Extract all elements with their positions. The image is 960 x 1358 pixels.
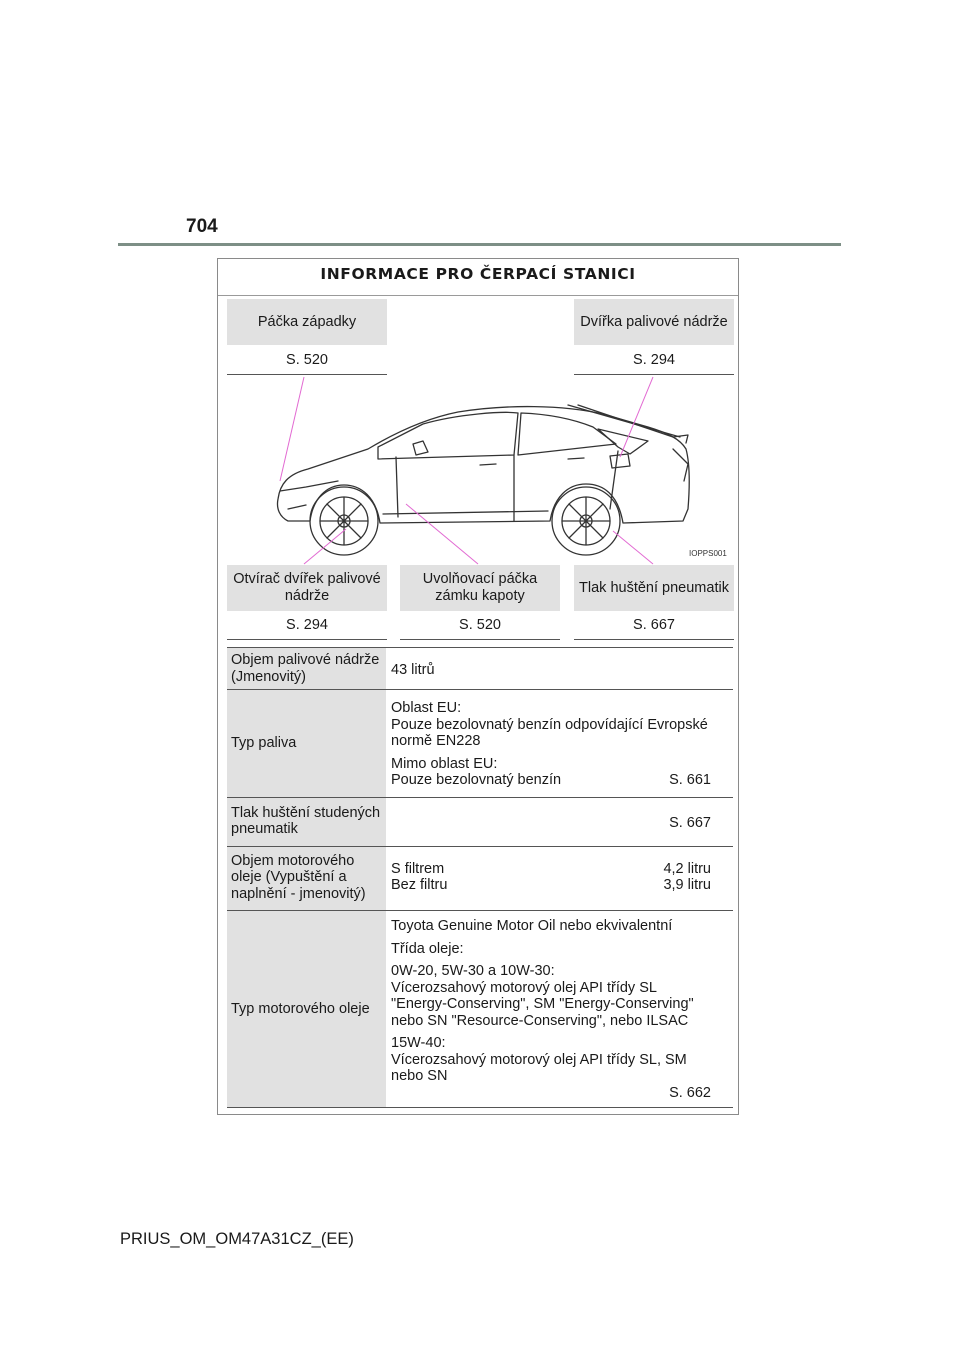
fuel-type-non-eu-line: [391, 772, 711, 789]
fuel-type-non-eu-heading: Mimo oblast EU:: [391, 755, 498, 772]
fuel-info-panel: [217, 258, 739, 1115]
footer-code: PRIUS_OM_OM47A31CZ_(EE): [120, 1230, 354, 1248]
fuel-type-eu-text: Pouze bezolovnatý benzín odpovídající Evropské normě EN228: [391, 716, 708, 749]
callout-fuel-door-opener-label: Otvírač dvířek palivové nádrže: [233, 571, 381, 604]
spec-value: S. 667: [669, 814, 711, 831]
callout-hood-release: [400, 565, 560, 611]
spec-label: Tlak huštění studených pneumatik: [227, 798, 386, 846]
oil-without-filter: [391, 877, 711, 894]
spec-label: Objem motorového oleje (Vypuštění a naplnění - jmenovitý): [227, 847, 386, 911]
spec-label: Objem palivové nádrže (Jmenovitý): [227, 648, 386, 689]
spec-label-text: Typ paliva: [231, 735, 297, 751]
callout-tire-pressure: [574, 565, 734, 611]
fuel-type-eu: [391, 700, 711, 750]
oil-type-page-ref: S. 662: [669, 1084, 711, 1101]
callout-tire-pressure-label: Tlak huštění pneumatik: [579, 579, 729, 596]
spec-row-oil-type: [227, 911, 733, 1108]
spec-row-tire-pressure: [227, 798, 733, 847]
spec-value: 43 litrů: [391, 662, 435, 678]
callout-hood-release-label: Uvolňovací páčka zámku kapoty: [422, 571, 538, 604]
callout-hood-latch-page: S. 520: [227, 352, 387, 375]
callout-tire-pressure-page: S. 667: [574, 617, 734, 640]
oil-type-p4-heading: 15W-40:: [391, 1035, 446, 1051]
fuel-type-page-ref: S. 661: [669, 772, 711, 788]
spec-row-fuel-type: [227, 690, 733, 798]
spec-value: [386, 847, 733, 911]
oil-type-p1: Toyota Genuine Motor Oil nebo ekvivalentní: [391, 918, 673, 934]
callout-fuel-door-opener: [227, 565, 387, 611]
spec-value: [386, 911, 733, 1107]
fuel-type-eu-heading: Oblast EU:: [391, 700, 462, 716]
spec-label-text: Typ motorového oleje: [231, 1000, 370, 1017]
oil-without-filter-label: Bez filtru: [391, 877, 448, 893]
oil-without-filter-value: 3,9 litru: [663, 877, 711, 893]
spec-label: [227, 911, 386, 1107]
oil-type-p3-text: Vícerozsahový motorový olej API třídy SL "Energy-Conserving", SM "Energy-Conserving" nebo SN "Resource-Conserving", nebo ILSAC: [391, 979, 694, 1029]
oil-type-p3: [391, 963, 711, 1029]
spec-label: [227, 690, 386, 797]
callout-hood-release-page: S. 520: [400, 617, 560, 640]
spec-row-oil-capacity: [227, 847, 733, 912]
callout-fuel-door-page: S. 294: [574, 352, 734, 375]
figure-code: IOPPS001: [689, 549, 727, 558]
oil-type-p4-text: Vícerozsahový motorový olej API třídy SL, SM nebo SN: [391, 1051, 687, 1084]
page-number: 704: [186, 216, 218, 237]
fuel-type-non-eu: [391, 756, 711, 789]
oil-type-p4: [391, 1035, 711, 1101]
callout-hood-latch-label: Páčka západky: [257, 313, 357, 330]
oil-type-p3-heading: 0W-20, 5W-30 a 10W-30:: [391, 963, 555, 979]
oil-type-p2: Třída oleje:: [391, 940, 464, 957]
panel-title: INFORMACE PRO ČERPACÍ STANICI: [320, 265, 636, 283]
callout-fuel-door-label: Dvířka palivové nádrže: [580, 313, 728, 330]
spec-row-fuel-capacity: [227, 648, 733, 690]
fuel-type-non-eu-text: Pouze bezolovnatý benzín: [391, 772, 562, 788]
header-rule: [118, 243, 841, 246]
spec-value: [386, 690, 733, 797]
spec-table: [227, 647, 733, 1108]
oil-with-filter-label: S filtrem: [391, 860, 445, 877]
oil-with-filter: [391, 861, 711, 878]
oil-with-filter-value: 4,2 litru: [663, 860, 711, 877]
callout-fuel-door-opener-page: S. 294: [227, 617, 387, 640]
